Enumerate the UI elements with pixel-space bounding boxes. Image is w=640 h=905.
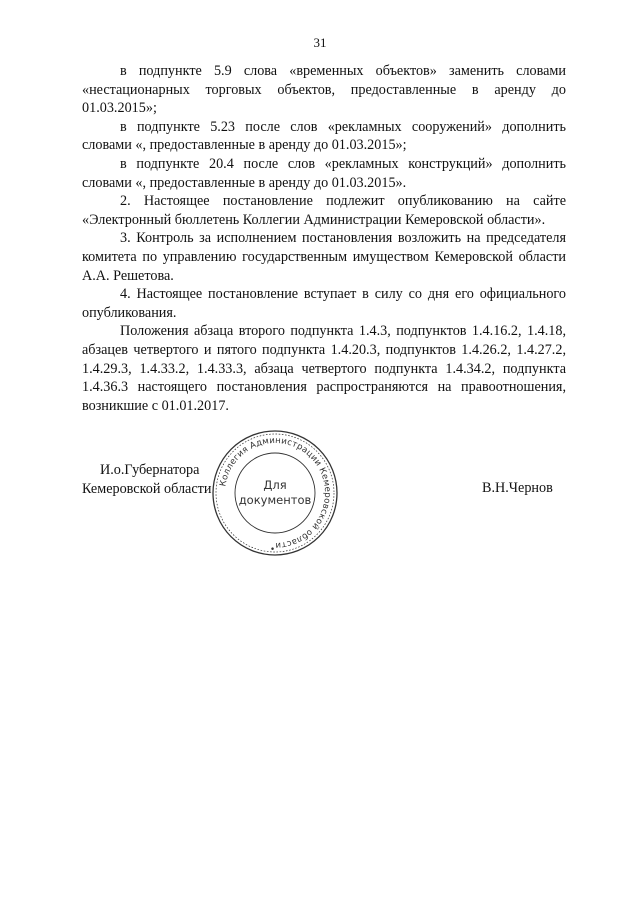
document-body xyxy=(82,62,566,415)
paragraph-subitem-20-4: в подпункте 20.4 после слов «рекламных конструкций» дополнить словами «, предоставленные в аренду до 01.03.2015». xyxy=(82,155,566,191)
page-number: 31 xyxy=(313,35,327,50)
paragraph-subitem-5-23: в подпункте 5.23 после слов «рекламных сооружений» дополнить словами «, предоставленные в аренду до 01.03.2015»; xyxy=(82,118,566,154)
stamp-center-line1: Для xyxy=(263,478,287,492)
signatory-name: В.Н.Чернов xyxy=(482,480,553,496)
official-stamp-seal xyxy=(210,428,340,558)
paragraph-retroactive-provisions: Положения абзаца второго подпункта 1.4.3, подпунктов 1.4.16.2, 1.4.18, абзацев четвертого и пятого подпункта 1.4.20.3, подпунктов 1.4.26.2, 1.4.27.2, 1.4.29.3, 1.4.33.2, 1.4.33.3, абзаца четвертого подпункта 1.4.34.2, подпункта 1.4.36.3 настоящего постановления распространяются на правоотношения, возникшие с 01.01.2017. xyxy=(82,323,566,414)
signatory-position xyxy=(82,461,211,498)
official-stamp xyxy=(210,428,340,558)
stamp-center-line2: документов xyxy=(238,493,312,507)
stamp-ring-marker: • xyxy=(270,545,276,555)
signatory-position-line2: Кемеровской области xyxy=(82,480,212,497)
stamp-ring-text: Коллегия Администрации Кемеровской области xyxy=(218,435,333,551)
signatory-position-line1: И.о.Губернатора xyxy=(100,462,200,478)
paragraph-item-3-control: 3. Контроль за исполнением постановления возложить на председателя комитета по управлению государственным имуществом Кемеровской области А.А. Решетова. xyxy=(82,230,566,284)
paragraph-item-2-publication: 2. Настоящее постановление подлежит опубликованию на сайте «Электронный бюллетень Коллегии Администрации Кемеровской области». xyxy=(82,193,566,228)
paragraph-subitem-5-9: в подпункте 5.9 слова «временных объектов» заменить словами «нестационарных торговых объектов, предоставленные в аренду до 01.03.2015»; xyxy=(82,63,566,117)
paragraph-item-4-effect: 4. Настоящее постановление вступает в силу со дня его официального опубликования. xyxy=(82,286,566,321)
